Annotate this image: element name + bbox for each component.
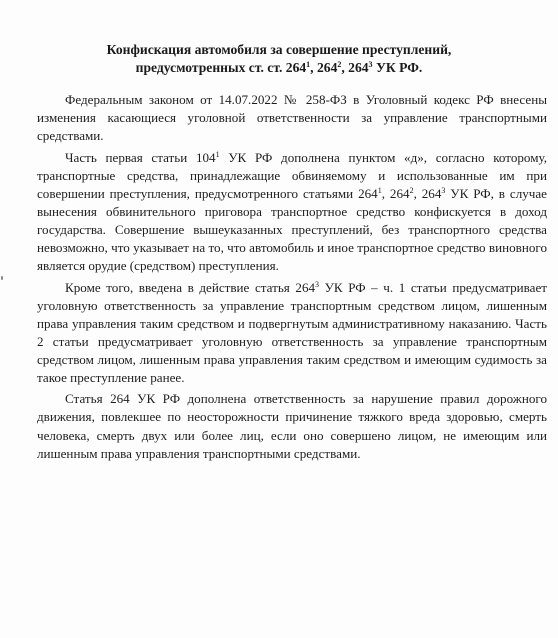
title-sep-1: , 264 <box>310 60 338 75</box>
title-sup-3: 3 <box>368 60 373 69</box>
title-line-1: Конфискация автомобиля за совершение преступлений, <box>106 42 452 57</box>
p2-text-d: , 264 <box>413 185 442 201</box>
p2-sup-c: 2 <box>409 185 414 195</box>
title-line-2-prefix: предусмотренных ст. ст. 264 <box>135 60 307 75</box>
paragraph-1: Федеральным законом от 14.07.2022 № 258-ФЗ в Уголовный кодекс РФ внесены изменения касающиеся уголовной ответственности за управление транспортными средствами. <box>37 92 547 144</box>
paragraph-2 <box>37 149 547 276</box>
p2-sup-a: 1 <box>215 149 220 159</box>
paragraph-3 <box>37 279 547 388</box>
p3-text-a: Кроме того, введена в действие статья 264 <box>65 279 316 295</box>
p2-text-e: УК РФ, в случае вынесения обвинительного приговора транспортное средство конфискуется в доход государства. Совершение вышеуказанных преступлений, без транспортного средства невозможно, что указывает на то, что автомобиль и иное транспортное средство виновного является орудие (средством) преступления. <box>37 185 547 274</box>
page-edge-mark <box>1 276 3 280</box>
p3-sup-a: 3 <box>315 279 320 289</box>
title-sup-1: 1 <box>306 60 311 69</box>
paragraph-4: Статья 264 УК РФ дополнена ответственность за нарушение правил дорожного движения, повлекшее по неосторожности причинение тяжкого вреда здоровью, смерть человека, смерть двух или более лиц, если оно совершено лицом, не имеющим или лишенным права управления транспортными средствами. <box>37 391 547 461</box>
p2-sup-d: 3 <box>441 185 446 195</box>
p2-text-a: Часть первая статьи 104 <box>65 149 216 165</box>
title-sup-2: 2 <box>337 60 342 69</box>
title-line-2-suffix: УК РФ. <box>372 60 423 75</box>
p2-sup-b: 1 <box>377 185 382 195</box>
document-body <box>37 91 547 466</box>
p2-text-b: УК РФ дополнена пунктом «д», согласно которому, транспортные средства, принадлежащие обвиняемому и использованные им при совершении преступления, предусмотренного статьями 264 <box>37 149 548 201</box>
document-title <box>0 41 558 77</box>
title-line-2 <box>0 59 558 77</box>
p2-text-c: , 264 <box>381 185 410 201</box>
p3-text-b: УК РФ – ч. 1 статьи предусматривает уголовную ответственность за управление транспортным средством лицом, лишенным права управления таким средством и подвергнутым административному наказанию. Часть 2 статьи предусматривает уголовную ответственность за управление транспортным средством лицом, лишенным права управления таким средством и имеющим судимость за такое преступление ранее. <box>37 279 547 385</box>
title-sep-2: , 264 <box>341 60 369 75</box>
